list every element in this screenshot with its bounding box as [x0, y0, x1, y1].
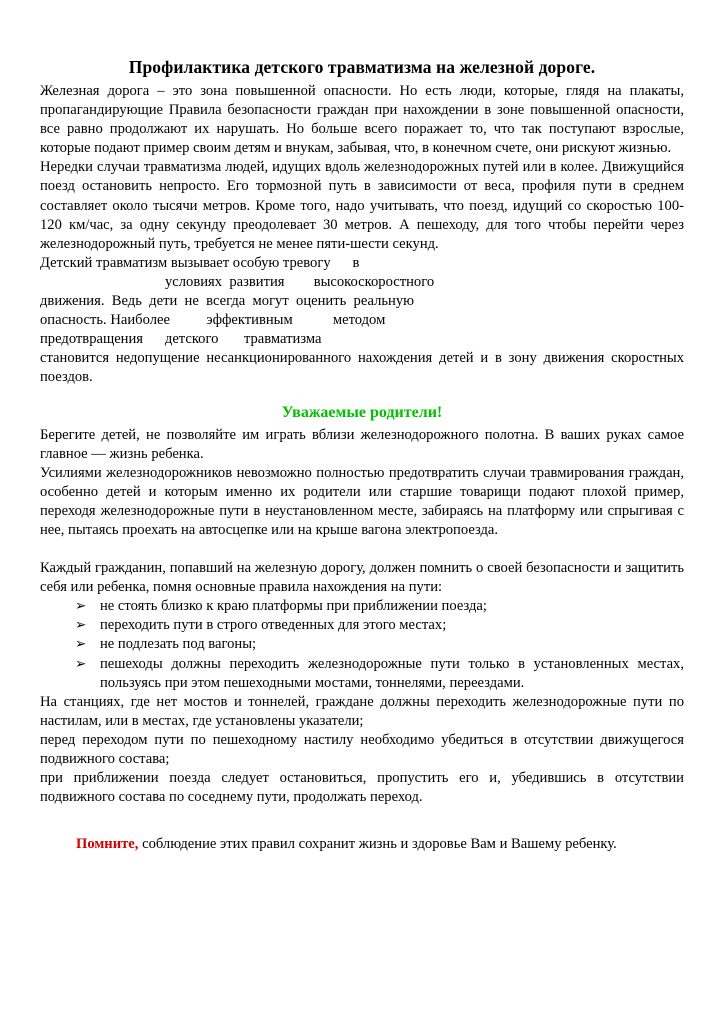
- safety-rules-list: [40, 597, 684, 692]
- arrowhead-bullet-icon: ➢: [75, 617, 87, 634]
- intro-paragraph-2: Нередки случаи травматизма людей, идущих вдоль железнодорожных путей или в колее. Движущийся поезд остановить непросто. Его тормозной путь в зависимости от веса, профиля пути в среднем составляет около тысячи метров. Кроме того, надо учитывать, что поезд, идущий со скоростью 100-120 км/час, за одну секунду преодолевает 30 метров. А пешеходу, для того чтобы перейти через железнодорожный путь, требуется не менее пяти-шести секунд.: [40, 159, 684, 252]
- post-heading-paragraph-1: Берегите детей, не позволяйте им играть вблизи железнодорожного полотна. В ваших руках самое главное — жизнь ребенка.: [40, 426, 684, 462]
- footer-spacer-2: [40, 826, 684, 835]
- ragged-block-tail-paragraph: становится недопущение несанкционированного нахождения детей и в зону движения скоростных поездов.: [40, 350, 684, 386]
- footer-spacer-1: [40, 807, 684, 826]
- ragged-line-1: Детский травматизм вызывает особую тревогу в: [40, 254, 360, 271]
- footer-reminder: [40, 835, 684, 854]
- paragraph-spacer: [40, 540, 684, 559]
- list-item-text: пешеходы должны переходить железнодорожные пути только в установленных местах, пользуясь при этом пешеходными мостами, тоннелями, переездами.: [100, 655, 684, 691]
- footer-emphasis: Помните,: [76, 836, 139, 853]
- intro-paragraph-1: Железная дорога – это зона повышенной опасности. Но есть люди, которые, глядя на плакаты, пропагандирующие Правила безопасности граждан при нахождении в зоне повышенной опасности, все равно продолжают их нарушать. Но больше всего поражает то, что так поступают взрослые, которые подают пример своим детям и внукам, забывая, что, в конечном счете, они рискуют жизнью.: [40, 83, 684, 157]
- parents-callout-heading: Уважаемые родители!: [281, 403, 443, 421]
- rules-lead-in-paragraph: Каждый гражданин, попавший на железную дорогу, должен помнить о своей безопасности и защитить себя или ребенка, помня основные правила нахождения на пути:: [40, 560, 684, 596]
- closing-paragraph-3: при приближении поезда следует остановиться, пропустить его и, убедившись в отсутствии подвижного состава по соседнему пути, продолжать переход.: [40, 770, 684, 806]
- arrowhead-bullet-icon: ➢: [75, 636, 87, 653]
- list-item-text: не стоять близко к краю платформы при приближении поезда;: [100, 598, 487, 615]
- post-heading-paragraph-2: Усилиями железнодорожников невозможно полностью предотвратить случаи травмирования граждан, особенно детей и которым именно их родители или старшие товарищи подают плохой пример, переходя железнодорожные пути в неустановленном месте, забираясь на платформу или спрыгивая с нее, пытаясь проехать на автосцепке или на крыше вагона электропоезда.: [40, 464, 684, 538]
- arrowhead-bullet-icon: ➢: [75, 655, 87, 672]
- list-item: [40, 597, 684, 616]
- ragged-text-block: [40, 254, 684, 349]
- ragged-line-3: движения. Ведь дети не всегда могут оценить реальную: [40, 293, 415, 310]
- list-item: [40, 635, 684, 654]
- list-item-text: переходить пути в строго отведенных для этого местах;: [100, 617, 447, 634]
- list-item: [40, 655, 684, 693]
- ragged-line-4: опасность. Наиболее эффективным методом: [40, 312, 386, 329]
- list-item: [40, 616, 684, 635]
- arrowhead-bullet-icon: ➢: [75, 598, 87, 615]
- closing-paragraph-1: На станциях, где нет мостов и тоннелей, граждане должны переходить железнодорожные пути по настилам, или в местах, где установлены указатели;: [40, 693, 684, 729]
- ragged-line-2: условиях развития высокоскоростного: [165, 273, 435, 290]
- footer-rest: соблюдение этих правил сохранит жизнь и здоровье Вам и Вашему ребенку.: [138, 836, 617, 853]
- list-item-text: не подлезать под вагоны;: [100, 636, 257, 653]
- page-title: Профилактика детского травматизма на железной дороге.: [128, 57, 596, 77]
- ragged-line-5: предотвращения детского травматизма: [40, 331, 322, 348]
- closing-paragraph-2: перед переходом пути по пешеходному настилу необходимо убедиться в отсутствии движущегося подвижного состава;: [40, 731, 684, 767]
